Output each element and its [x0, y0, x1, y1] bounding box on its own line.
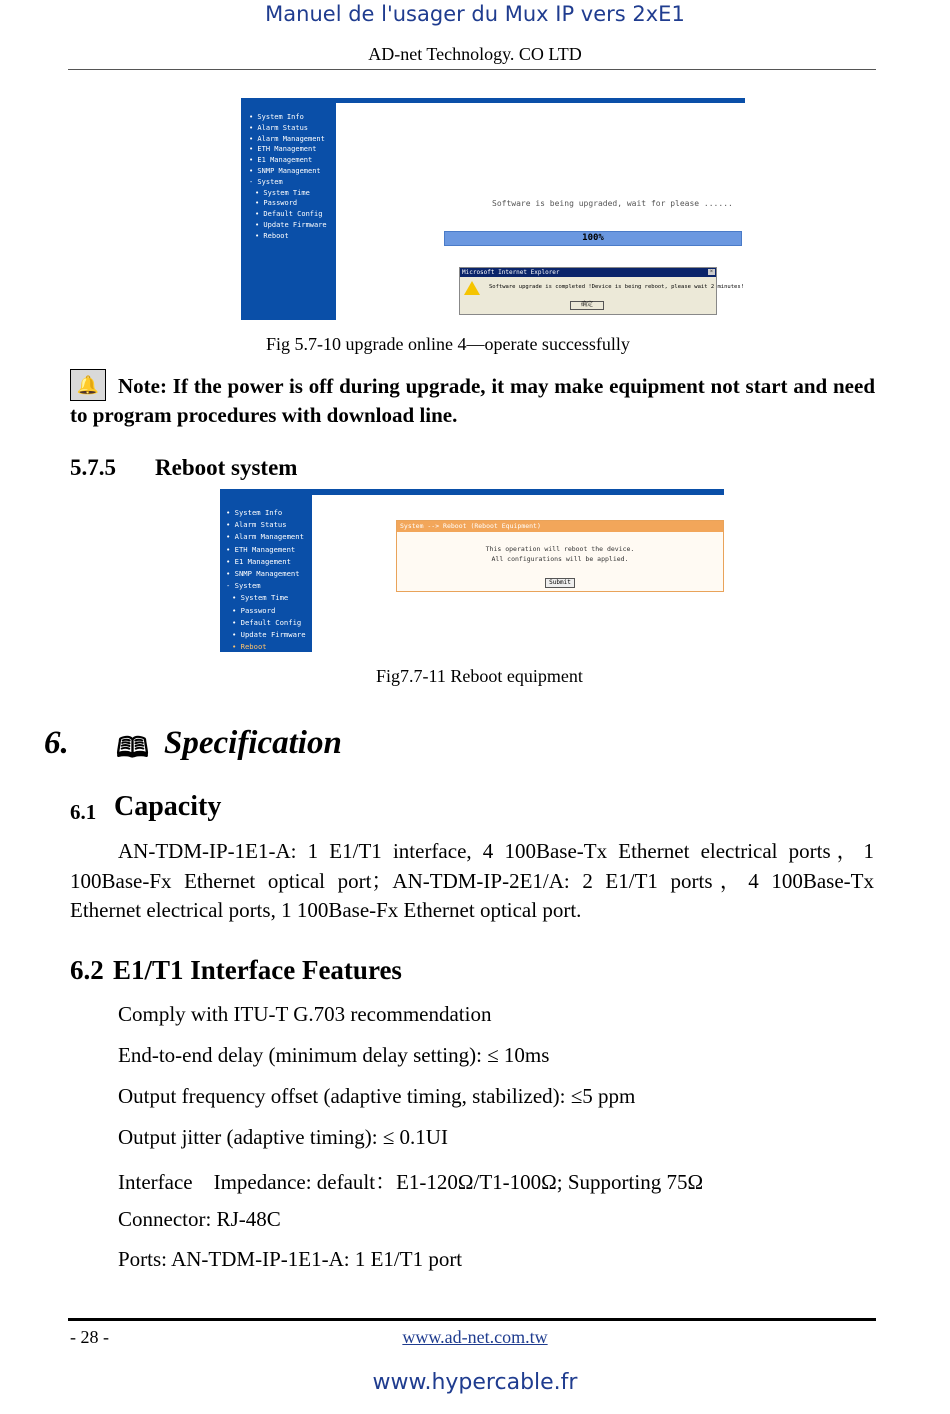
distributor-site[interactable]: www.hypercable.fr [372, 1370, 578, 1395]
nav-item: • System Info [226, 508, 283, 517]
screenshot-nav-menu [241, 98, 336, 320]
nav-subitem: • Default Config [255, 210, 323, 219]
feature-item: Interface Impedance: default：E1-120Ω/T1-100Ω; Supporting 75Ω [118, 1170, 704, 1194]
note-text: Note: If the power is off during upgrade, it may make equipment not start and need to program procedures with download line. [70, 374, 875, 427]
reboot-warning-line: All configurations will be applied. [491, 555, 629, 563]
nav-item: • SNMP Management [249, 166, 321, 175]
nav-subitem: • Update Firmware [232, 630, 306, 640]
feature-item: Connector: RJ-48C [118, 1207, 281, 1231]
section-title: Capacity [114, 791, 222, 822]
panel-title: System --> Reboot (Reboot Equipment) [397, 521, 723, 532]
nav-item: • SNMP Management [226, 569, 300, 579]
ie-dialog [459, 267, 744, 315]
header-rule [68, 69, 876, 70]
nav-item: • Alarm Management [249, 134, 325, 143]
figure-reboot-screenshot [220, 489, 724, 652]
upgrade-status-text: Software is being upgraded, wait for please ...... [492, 199, 733, 208]
section-title: Reboot system [155, 455, 298, 480]
feature-item: Ports: AN-TDM-IP-1E1-A: 1 E1/T1 port [118, 1247, 463, 1271]
capacity-paragraph [70, 837, 874, 926]
feature-item: Output jitter (adaptive timing): ≤ 0.1UI [118, 1125, 448, 1149]
nav-item: - System [249, 177, 283, 186]
warning-icon [464, 281, 480, 295]
figure-caption: Fig7.7-11 Reboot equipment [376, 666, 583, 686]
nav-subitem: • Reboot [232, 642, 267, 652]
book-icon: 🕮 [116, 733, 150, 764]
reboot-panel [396, 520, 724, 592]
section-number: 6.2 [70, 955, 104, 985]
feature-item: Comply with ITU-T G.703 recommendation [118, 1002, 492, 1026]
nav-item: • Alarm Status [226, 520, 287, 530]
figure-caption: Fig 5.7-10 upgrade online 4—operate successfully [266, 334, 630, 354]
nav-item: • ETH Management [249, 145, 317, 154]
company-name: AD-net Technology. CO LTD [368, 44, 582, 64]
chapter-title: Specification [164, 725, 342, 761]
document-title: Manuel de l'usager du Mux IP vers 2xE1 [265, 2, 685, 26]
ok-button[interactable]: 确定 [570, 301, 604, 310]
nav-item: - System [226, 581, 261, 591]
progress-label: 100% [582, 233, 604, 243]
figure-upgrade-screenshot [241, 98, 745, 320]
reboot-warning-line: This operation will reboot the device. [485, 545, 635, 553]
nav-subitem: • System Time [255, 188, 310, 197]
feature-item: End-to-end delay (minimum delay setting): ≤ 10ms [118, 1043, 550, 1067]
nav-subitem: • Password [232, 605, 276, 615]
section-title: E1/T1 Interface Features [113, 955, 402, 985]
nav-item: • System Info [249, 113, 304, 121]
feature-item: Output frequency offset (adaptive timing, stabilized): ≤5 ppm [118, 1084, 636, 1108]
nav-item: • Alarm Status [249, 123, 309, 132]
note-paragraph [70, 372, 875, 430]
screenshot-nav-menu [220, 489, 312, 652]
section-number: 5.7.5 [70, 455, 116, 480]
screenshot-top-bar [336, 98, 745, 103]
nav-subitem: • Update Firmware [255, 220, 327, 229]
nav-item: • Alarm Management [226, 532, 304, 542]
capacity-text: AN-TDM-IP-1E1-A: 1 E1/T1 interface, 4 100Base-Tx Ethernet electrical ports，1 100Base-Fx Ethernet optical port；AN-TDM-IP-2E1/A: 2 E1/T1 ports，4 100Base-Tx Ethernet electrical ports, 1 100Base-Fx Ethernet optical port. [70, 839, 874, 922]
website-link[interactable]: www.ad-net.com.tw [402, 1327, 548, 1347]
page-number: - 28 - [70, 1327, 109, 1347]
upgrade-progress-bar [444, 231, 742, 246]
nav-subitem: • Reboot [255, 231, 289, 240]
nav-subitem: • Default Config [232, 617, 302, 627]
chapter-number: 6. [44, 725, 69, 761]
nav-item: • E1 Management [226, 556, 291, 566]
submit-button[interactable]: Submit [545, 578, 575, 588]
nav-subitem: • System Time [232, 593, 289, 603]
nav-subitem: • Password [255, 199, 298, 208]
footer-rule [68, 1318, 876, 1321]
section-number: 6.1 [70, 800, 97, 824]
close-icon[interactable]: × [709, 269, 714, 275]
bell-icon: 🔔 [70, 369, 106, 401]
screenshot-top-bar [312, 489, 724, 495]
nav-item: • E1 Management [249, 156, 313, 165]
nav-item: • ETH Management [226, 544, 296, 554]
dialog-title: Microsoft Internet Explorer [460, 268, 716, 277]
dialog-message: Software upgrade is completed !Device is being reboot, please wait 2 minutes! [489, 284, 744, 290]
